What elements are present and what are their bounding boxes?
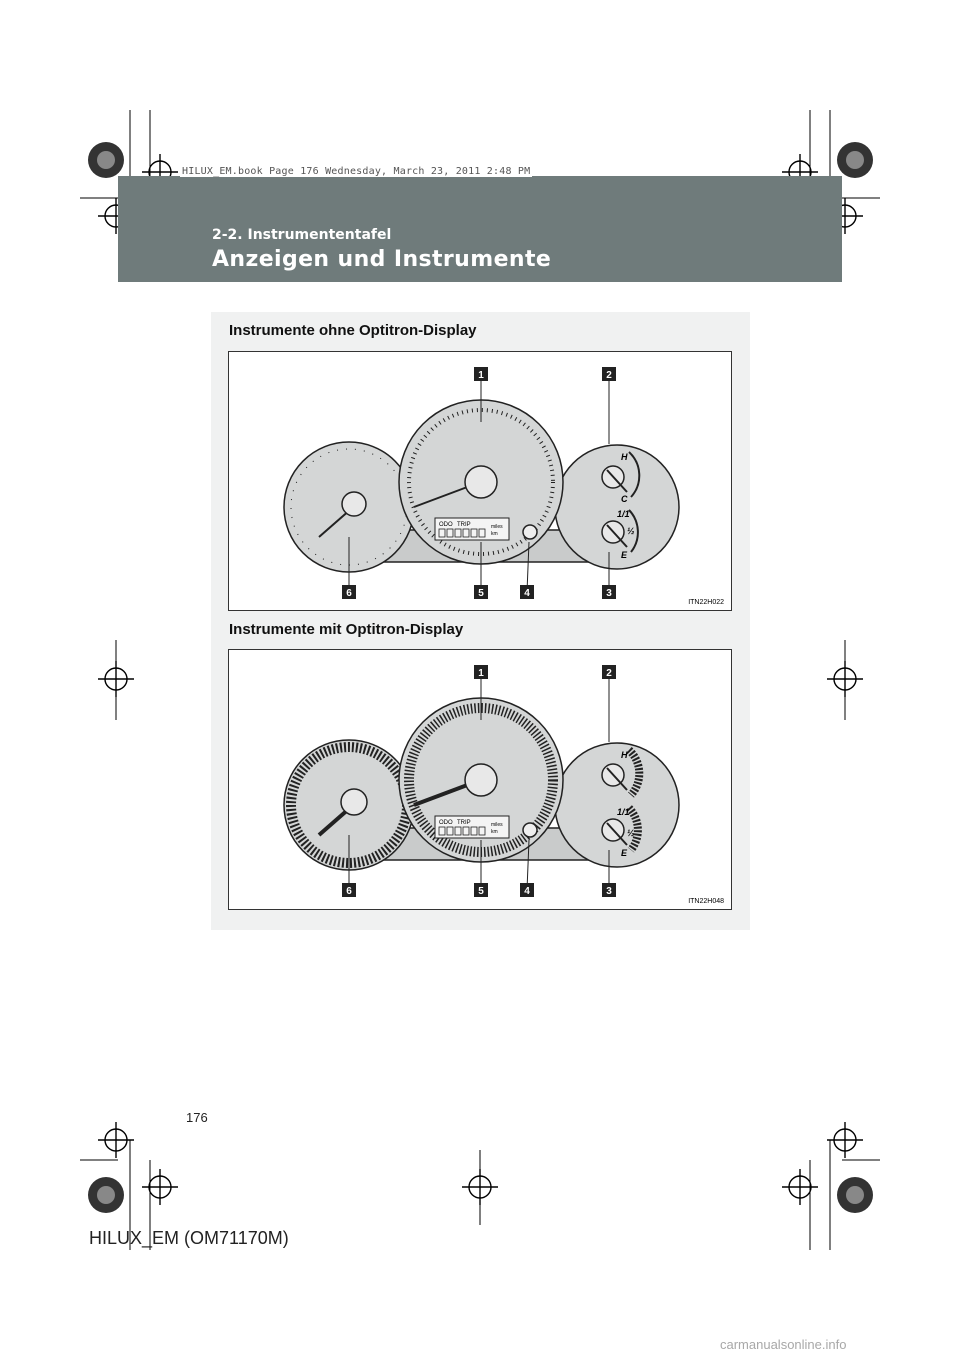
km-label: km	[491, 531, 498, 537]
callout-number-5: 5	[478, 886, 484, 897]
callout-number-5: 5	[478, 588, 484, 599]
cluster-drawing	[229, 352, 731, 610]
manual-code: HILUX_EM (OM71170M)	[89, 1228, 289, 1248]
gauge-mark: E	[621, 848, 628, 858]
figure-2-instrument-cluster	[228, 649, 732, 910]
callout-number-1: 1	[478, 370, 484, 381]
speedometer-hub	[465, 466, 497, 498]
tachometer-hub	[342, 492, 366, 516]
gauge-mark: E	[621, 550, 628, 560]
gauge-mark: H	[621, 452, 628, 462]
odo-label: ODO	[439, 522, 453, 528]
cluster-drawing	[229, 650, 731, 909]
miles-label: miles	[491, 524, 503, 530]
callout-number-2: 2	[606, 370, 612, 381]
page-number: 176	[186, 1110, 208, 1125]
watermark: carmanualsonline.info	[720, 1337, 847, 1352]
figure-code: ITN22H048	[688, 898, 724, 905]
fuel-temp-dial	[555, 743, 679, 867]
fuel-temp-dial	[555, 445, 679, 569]
figure-code: ITN22H022	[688, 599, 724, 606]
gauge-mark: 1/1	[617, 509, 630, 519]
trip-reset-knob	[523, 525, 537, 539]
figure-1-caption: Instrumente ohne Optitron-Display	[229, 322, 477, 339]
callout-number-3: 3	[606, 588, 612, 599]
callout-number-4: 4	[524, 588, 530, 599]
callout-number-2: 2	[606, 668, 612, 679]
km-label: km	[491, 829, 498, 835]
tachometer-hub	[341, 789, 367, 815]
gauge-mark: H	[621, 750, 628, 760]
gauge-mark: 1/1	[617, 807, 630, 817]
print-stamp: HILUX_EM.book Page 176 Wednesday, March 23, 2011 2:48 PM	[182, 166, 531, 177]
trip-label: TRIP	[457, 522, 471, 528]
gauge-mark: ½	[627, 526, 635, 536]
page-title: Anzeigen und Instrumente	[212, 247, 552, 272]
callout-number-1: 1	[478, 668, 484, 679]
gauge-mark: C	[621, 494, 628, 504]
callout-number-4: 4	[524, 886, 530, 897]
section-label: 2-2. Instrumententafel	[212, 227, 392, 243]
callout-number-3: 3	[606, 886, 612, 897]
speedometer-hub	[465, 764, 497, 796]
callout-number-6: 6	[346, 588, 352, 599]
gauge-mark: ½	[627, 828, 635, 838]
miles-label: miles	[491, 822, 503, 828]
odo-label: ODO	[439, 820, 453, 826]
trip-label: TRIP	[457, 820, 471, 826]
figure-2-caption: Instrumente mit Optitron-Display	[229, 621, 464, 638]
trip-reset-knob	[523, 823, 537, 837]
figure-1-instrument-cluster	[228, 351, 732, 611]
callout-number-6: 6	[346, 886, 352, 897]
